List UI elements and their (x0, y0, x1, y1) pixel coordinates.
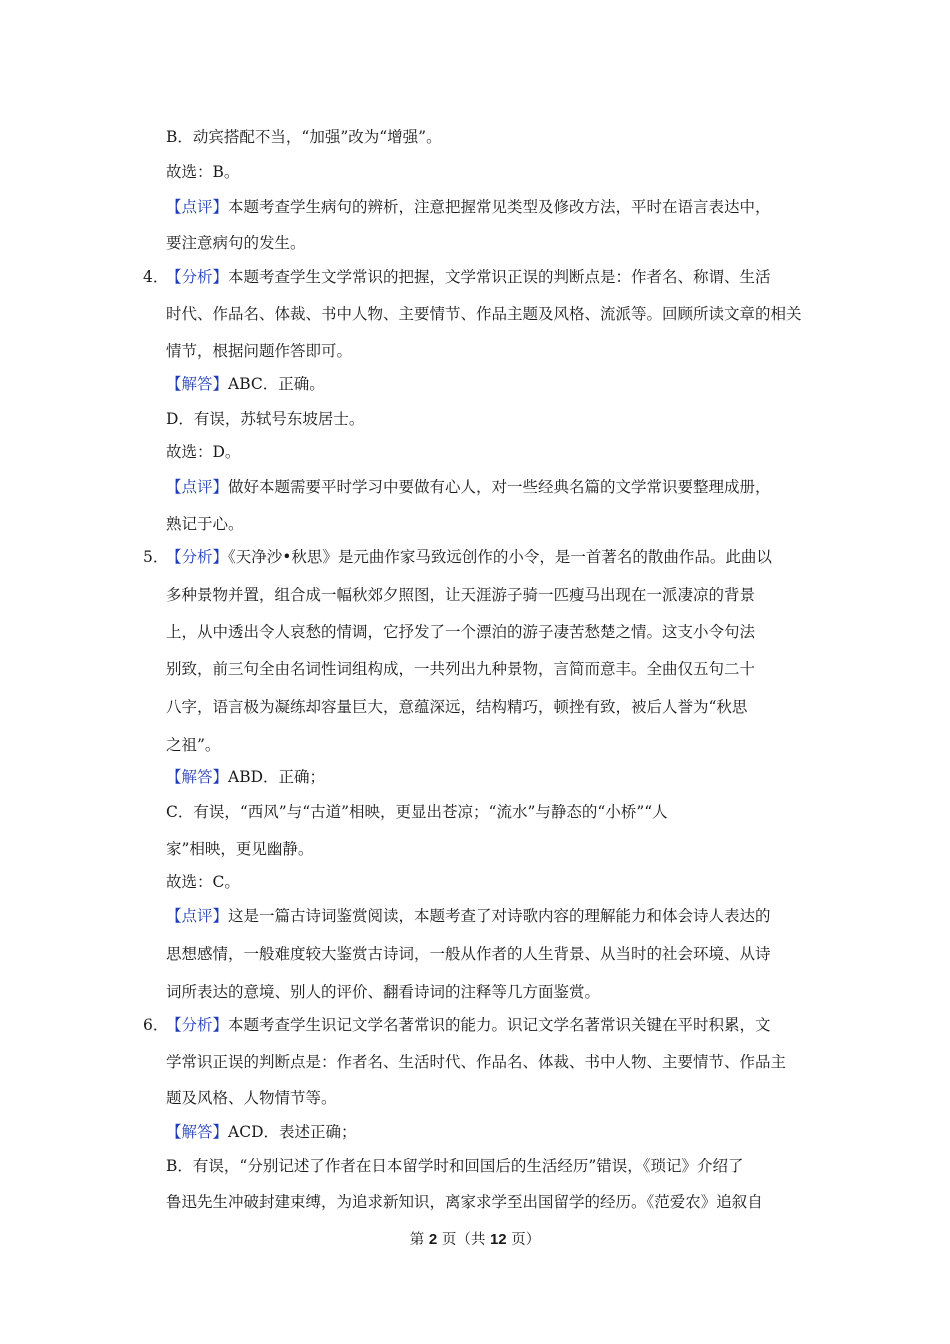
total-pages: 12 (489, 1231, 507, 1248)
question-number: 6． (143, 1016, 169, 1034)
page-footer (0, 1230, 950, 1250)
question-number: 5． (143, 548, 169, 566)
line-text: 《天净沙•秋思》是元曲作家马致远创作的小令，是一首著名的散曲作品。此曲以 (228, 548, 772, 566)
line-text: B．有误，“分别记述了作者在日本留学时和回国后的生活经历”错误，《琐记》介绍了 (166, 1157, 744, 1175)
line-text: 词所表达的意境、别人的评价、翻看诗词的注释等几方面鉴赏。 (166, 983, 601, 1001)
line-text: B．动宾搭配不当，“加强”改为“增强”。 (166, 128, 442, 146)
line-text: 家”相映，更见幽静。 (166, 840, 314, 858)
line-text: 上，从中透出令人哀愁的情调，它抒发了一个漂泊的游子凄苦愁楚之情。这支小令句法 (166, 623, 756, 641)
line-text: 本题考查学生识记文学名著常识的能力。识记文学名著常识关键在平时积累，文 (228, 1016, 771, 1034)
page-number: 2 (428, 1231, 438, 1248)
analysis-tag: 【分析】 (166, 268, 229, 286)
line-text: 多种景物并置，组合成一幅秋郊夕照图，让天涯游子骑一匹瘦马出现在一派凄凉的背景 (166, 586, 756, 604)
line-text: 故选：D。 (166, 443, 241, 461)
answer-tag: 【解答】 (166, 768, 229, 786)
line-text: 情节，根据问题作答即可。 (166, 342, 353, 360)
line-text: 题及风格、人物情节等。 (166, 1089, 337, 1107)
line-text: 熟记于心。 (166, 515, 244, 533)
line-text: 要注意病句的发生。 (166, 234, 306, 252)
footer-prefix: 第 (409, 1232, 429, 1248)
line-text: ABC．正确。 (228, 375, 325, 393)
line-text: 时代、作品名、体裁、书中人物、主要情节、作品主题及风格、流派等。回顾所读文章的相关 (166, 305, 802, 323)
comment-tag: 【点评】 (166, 478, 229, 496)
line-text: D．有误，苏轼号东坡居士。 (166, 410, 365, 428)
line-text: 本题考查学生病句的辨析，注意把握常见类型及修改方法，平时在语言表达中， (228, 198, 771, 216)
line-text: 这是一篇古诗词鉴赏阅读，本题考查了对诗歌内容的理解能力和体会诗人表达的 (228, 907, 771, 925)
line-text: 做好本题需要平时学习中要做有心人，对一些经典名篇的文学常识要整理成册， (228, 478, 771, 496)
line-text: C．有误，“西风”与“古道”相映，更显出苍凉；“流水”与静态的“小桥”“人 (166, 803, 668, 821)
comment-tag: 【点评】 (166, 907, 229, 925)
line-text: ACD．表述正确； (228, 1123, 357, 1141)
footer-suffix: 页） (506, 1232, 541, 1248)
footer-middle: 页（共 (437, 1232, 490, 1248)
analysis-tag: 【分析】 (166, 1016, 229, 1034)
comment-tag: 【点评】 (166, 198, 229, 216)
line-text: 八字，语言极为凝练却容量巨大，意蕴深远，结构精巧，顿挫有致，被后人誉为“秋思 (166, 698, 748, 716)
question-number: 4． (143, 268, 169, 286)
line-text: ABD．正确； (228, 768, 326, 786)
line-text: 思想感情，一般难度较大鉴赏古诗词，一般从作者的人生背景、从当时的社会环境、从诗 (166, 945, 771, 963)
line-text: 鲁迅先生冲破封建束缚，为追求新知识，离家求学至出国留学的经历。《范爱农》追叙自 (166, 1193, 763, 1211)
line-text: 本题考查学生文学常识的把握，文学常识正误的判断点是：作者名、称谓、生活 (228, 268, 771, 286)
line-text: 故选：C。 (166, 873, 240, 891)
line-text: 之祖”。 (166, 736, 221, 754)
line-text: 学常识正误的判断点是：作者名、生活时代、作品名、体裁、书中人物、主要情节、作品主 (166, 1053, 787, 1071)
line-text: 别致，前三句全由名词性词组构成，一共列出九种景物，言简而意丰。全曲仅五句二十 (166, 660, 756, 678)
answer-tag: 【解答】 (166, 1123, 229, 1141)
answer-tag: 【解答】 (166, 375, 229, 393)
line-text: 故选：B。 (166, 163, 240, 181)
analysis-tag: 【分析】 (166, 548, 229, 566)
